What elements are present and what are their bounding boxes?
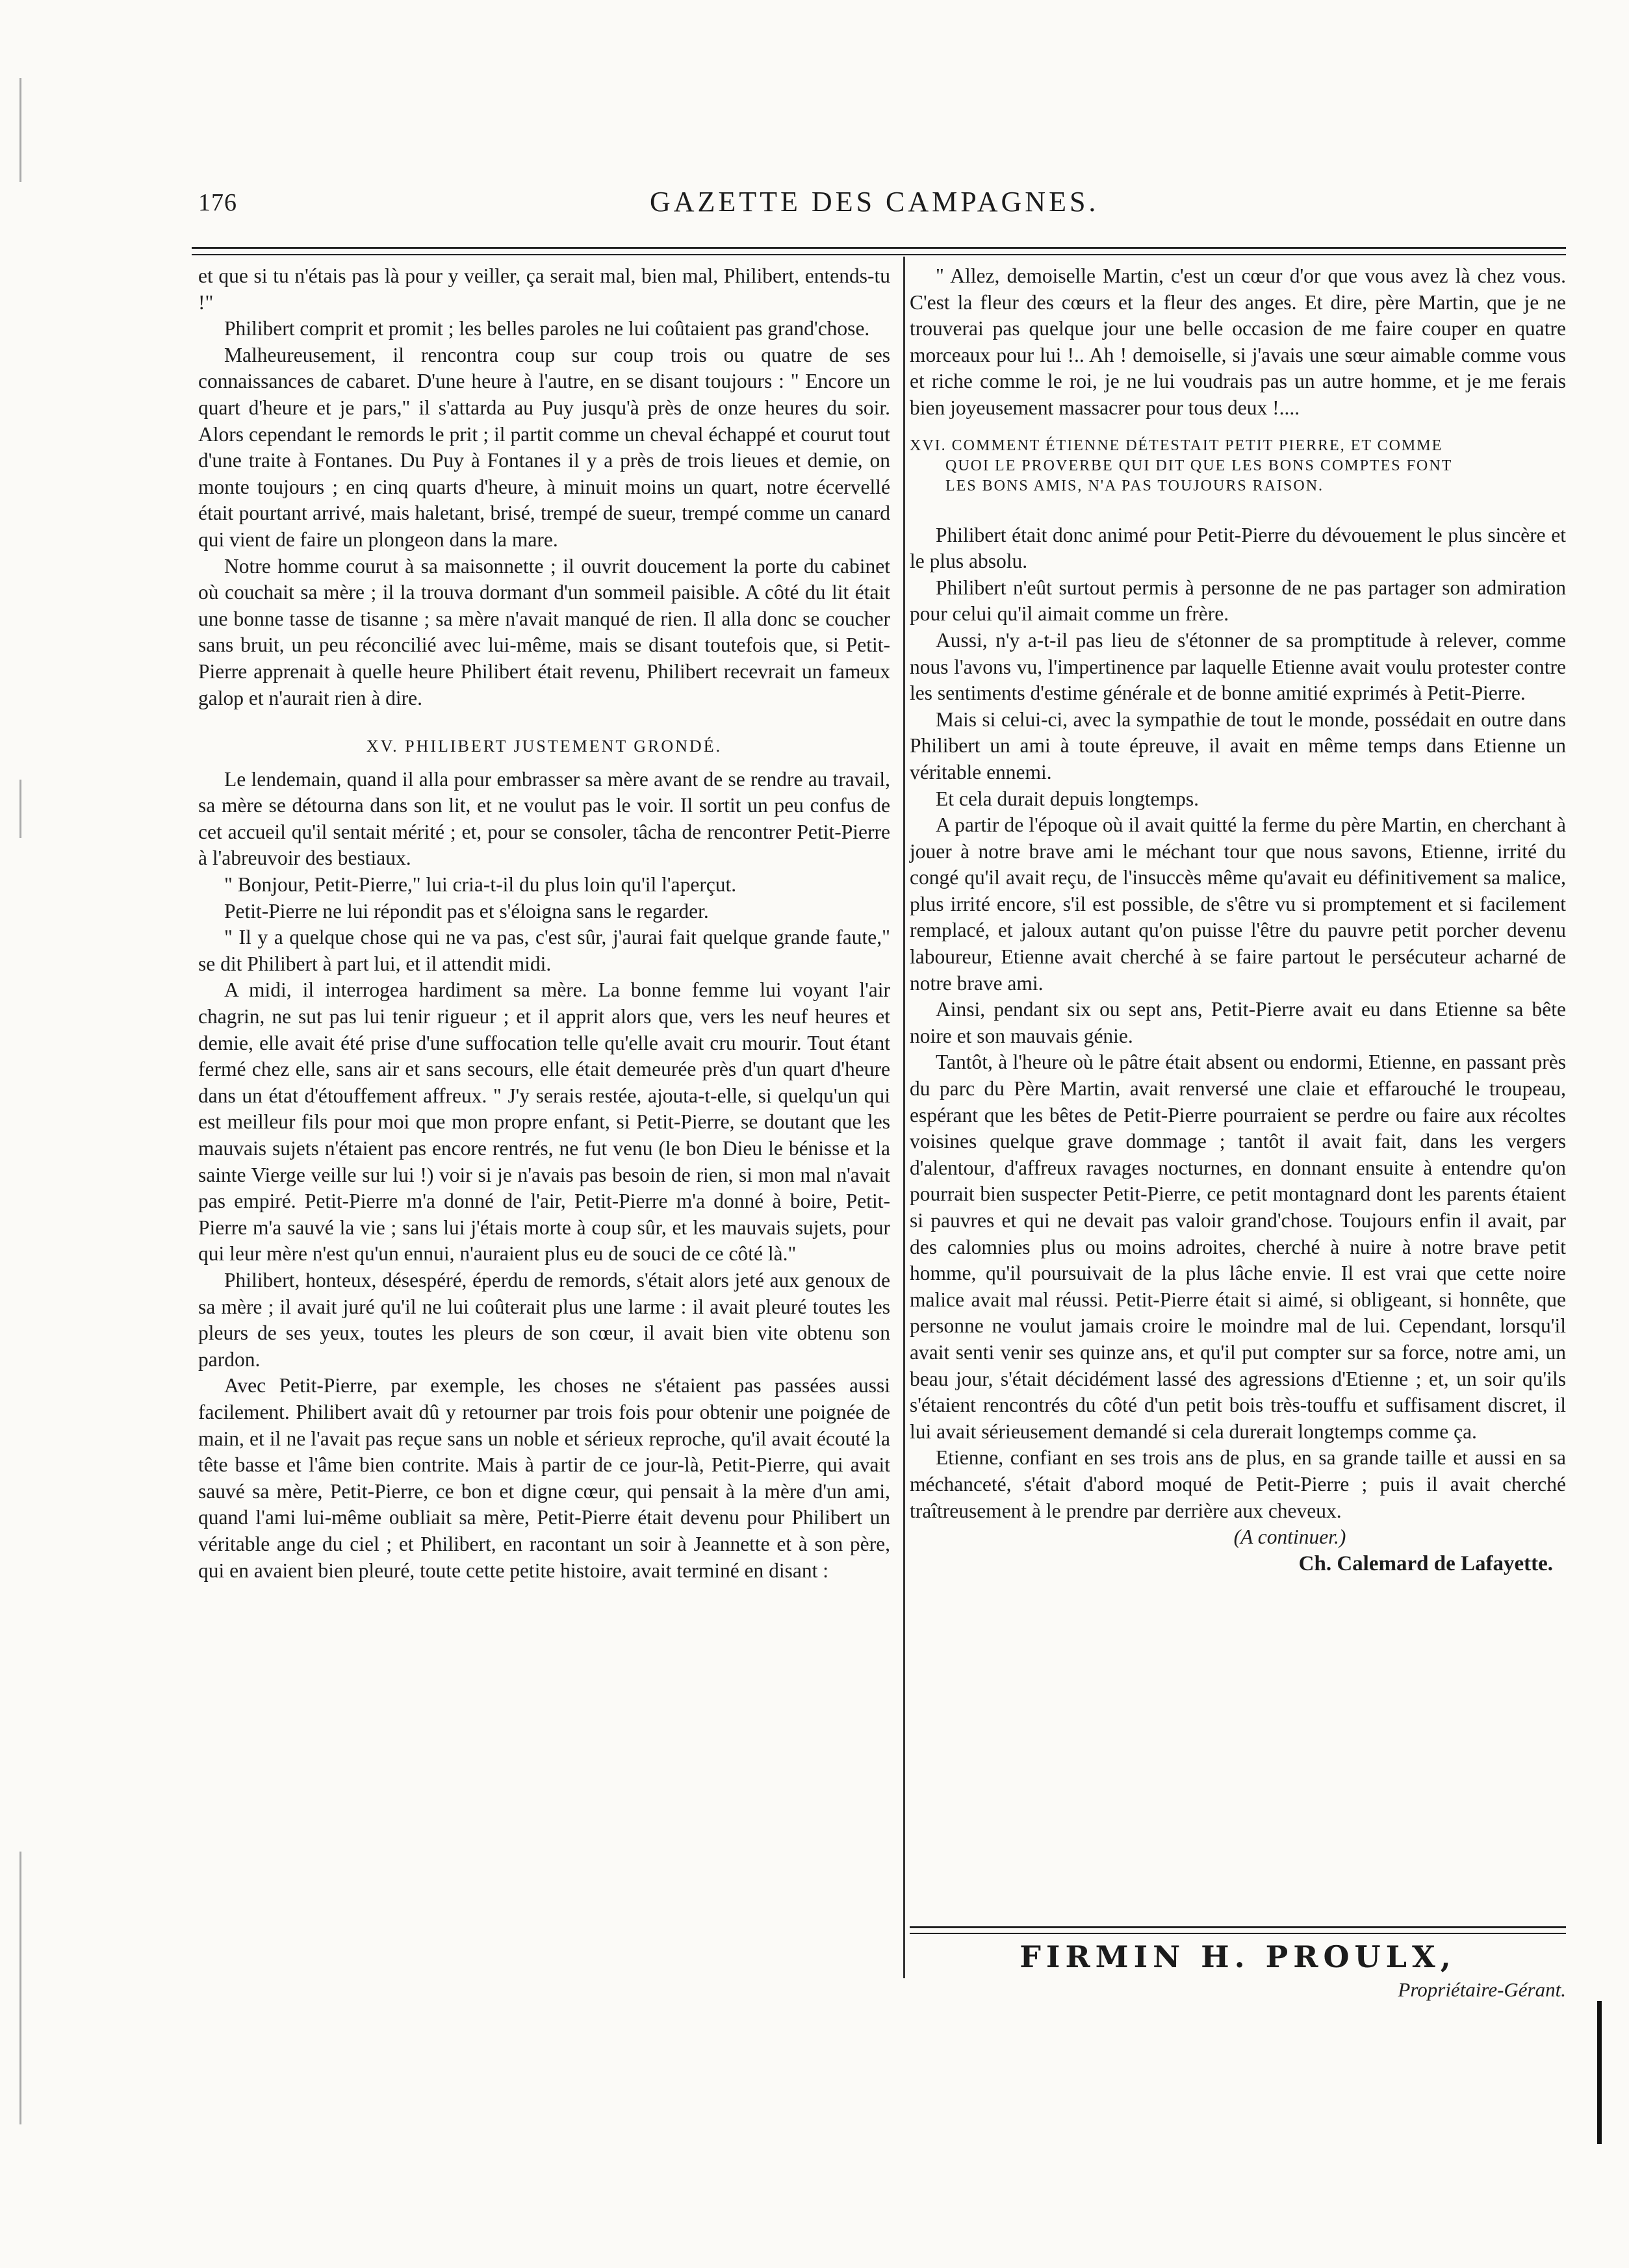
publisher-role: Propriétaire-Gérant. [1398,1978,1566,2001]
left-column [198,263,890,1584]
publisher-name: FIRMIN H. PROULX, [1020,1939,1456,1974]
paragraph: A partir de l'époque où il avait quitté la ferme du père Martin, en cherchant à jouer à notre brave ami le méchant tour que nous savons, Etienne, irrité du congé qu'il avait reçu, de l'insuccès même qu'avait eu définitivement sa malice, plus irrité encore, s'il est possible, de s'être vu si promptement et si facilement remplacé, et jaloux autant qu'on puisse l'être du pauvre petit porcher devenu laboureur, Etienne avait cherché à se faire partout le persécuteur acharné de notre brave ami. [910,813,1566,995]
paragraph: " Allez, demoiselle Martin, c'est un cœur d'or que vous avez là chez vous. C'est la fleur des cœurs et la fleur des anges. Et dire, père Martin, que je ne trouverai pas quelque jour une belle occasion de me faire couper en quatre morceaux pour lui !.. Ah ! demoiselle, si j'avais une sœur aimable comme vous et riche comme le roi, je ne lui voudrais pas un autre homme, et je me ferais bien joyeusement massacrer pour tous deux !.... [910,264,1566,419]
scan-margin-mark [19,780,21,838]
author-signature: Ch. Calemard de Lafayette. [1298,1551,1553,1575]
column-divider [903,257,905,1978]
paragraph: " Il y a quelque chose qui ne va pas, c'est sûr, j'aurai fait quelque grande faute," se dit Philibert à part lui, et il attendit midi. [198,926,890,975]
paragraph: Notre homme courut à sa maisonnette ; il ouvrit doucement la porte du cabinet où couchait sa mère ; il la trouva dormant d'un sommeil paisible. A côté du lit était une bonne tasse de tisanne ; sa mère n'avait manqué de rien. Il alla donc se coucher sans bruit, un peu réconcilié avec lui-même, mais se disant toutefois que, si Petit-Pierre apprenait à quelle heure Philibert était revenu, Philibert recevrait un fameux galop et n'aurait rien à dire. [198,554,890,709]
paragraph: Petit-Pierre ne lui répondit pas et s'éloigna sans le regarder. [224,899,709,923]
paragraph: " Bonjour, Petit-Pierre," lui cria-t-il du plus loin qu'il l'aperçut. [224,873,737,897]
paragraph: Philibert n'eût surtout permis à personne de ne pas partager son admiration pour celui qu'il aimait comme un frère. [910,576,1566,626]
scan-margin-mark [19,78,21,182]
heading-line: QUOI LE PROVERBE QUI DIT QUE LES BONS COMPTES FONT [945,457,1453,474]
paragraph: Malheureusement, il rencontra coup sur coup trois ou quatre de ses connaissances de cabaret. D'une heure à l'autre, en se disant toujours : " Encore un quart d'heure et je pars," il s'attarda au Puy jusqu'à près de onze heures du soir. Alors cependant le remords le prit ; il partit comme un cheval échappé et courut tout d'une traite à Fontanes. Du Puy à Fontanes il y a près de trois lieues et demie, on monte toujours ; en cinq quarts d'heure, à minuit moins un quart, notre écervellé était pourtant arrivé, mais haletant, brisé, trempé de sueur, trempé comme un canard qui vient de faire un plongeon dans la mare. [198,343,890,551]
section-heading-xv: XV. PHILIBERT JUSTEMENT GRONDÉ. [366,737,723,756]
paragraph: Philibert était donc animé pour Petit-Pierre du dévouement le plus sincère et le plus absolu. [910,523,1566,573]
scan-margin-mark [19,1852,21,2124]
paragraph: Aussi, n'y a-t-il pas lieu de s'étonner de sa promptitude à relever, comme nous l'avons vu, l'impertinence par laquelle Etienne avait voulu protester contre les sentiments d'estime générale et de bonne amitié exprimés à Petit-Pierre. [910,628,1566,705]
paragraph: Philibert comprit et promit ; les belles paroles ne lui coûtaient pas grand'chose. [224,317,870,340]
paragraph: Le lendemain, quand il alla pour embrasser sa mère avant de se rendre au travail, sa mère se détourna dans son lit, et ne voulut pas le voir. Il sortit un peu confus de cet accueil qu'il sentait mérité ; et, pour se consoler, tâcha de rencontrer Petit-Pierre à l'abreuvoir des bestiaux. [198,767,890,870]
right-column [910,263,1566,1577]
paragraph: Tantôt, à l'heure où le pâtre était absent ou endormi, Etienne, en passant près du parc du Père Martin, avait renversé une claie et effarouché le troupeau, espérant que les bêtes de Petit-Pierre pourraient se perdre ou faire aux récoltes voisines quelque grave dommage ; tantôt il avait fait, dans les vergers d'alentour, d'affreux ravages nocturnes, en donnant ensuite à entendre qu'on pourrait bien suspecter Petit-Pierre, ce petit montagnard dont les parents étaient si pauvres et qui ne devait pas valoir grand'chose. Toujours enfin il avait, par des calomnies plus ou moins adroites, cherché à nuire à notre brave petit homme, qu'il poursuivait de la plus lâche envie. Il est vrai que cette noire malice avait mal réussi. Petit-Pierre était si aimé, si obligeant, si honnête, que personne ne voulut jamais croire le moindre mal de lui. Cependant, lorsqu'il avait senti venir ses quinze ans, et qu'il put compter sur sa force, notre ami, un beau jour, s'était décidément lassé des agressions d'Etienne ; et, un soir qu'ils s'étaient rencontrés du côté d'un petit bois très-touffu et suffisament discret, il lui avait sérieusement demandé si cela durerait longtemps comme ça. [910,1051,1566,1443]
running-title: GAZETTE DES CAMPAGNES. [650,186,1099,218]
footer-rule [910,1926,1566,1934]
to-be-continued: (A continuer.) [1233,1525,1346,1549]
page-number: 176 [198,189,237,216]
paragraph: Et cela durait depuis longtemps. [936,787,1199,810]
scan-edge-bar [1597,2001,1602,2144]
header-rule [192,247,1566,255]
paragraph: Mais si celui-ci, avec la sympathie de tout le monde, possédait en outre dans Philibert un ami à toute épreuve, il avait en même temps dans Etienne un véritable ennemi. [910,707,1566,784]
paragraph: Etienne, confiant en ses trois ans de plus, en sa grande taille et aussi en sa méchanceté, s'était d'abord moqué de Petit-Pierre ; puis il avait cherché traîtreusement à le prendre par derrière aux cheveux. [910,1446,1566,1522]
paragraph: Avec Petit-Pierre, par exemple, les choses ne s'étaient pas passées aussi facilement. Philibert avait dû y retourner par trois fois pour obtenir une poignée de main, et il ne l'avait pas reçue sans un noble et sérieux reproche, qu'il avait écouté la tête basse et l'âme bien contrite. Mais à partir de ce jour-là, Petit-Pierre, qui avait sauvé sa mère, Petit-Pierre, ce bon et digne cœur, qui pensait à la mère d'un ami, quand l'ami lui-même oubliait sa mère, Petit-Pierre était devenu pour Philibert un véritable ange du ciel ; et Philibert, en racontant un soir à Jeannette et à son père, qui en avaient bien pleuré, toute cette petite histoire, avait terminé en disant : [198,1374,890,1582]
paragraph: Philibert, honteux, désespéré, éperdu de remords, s'était alors jeté aux genoux de sa mère ; il avait juré qu'il ne lui coûterait plus une larme : il avait pleuré toutes les pleurs de ses yeux, toutes les pleurs de son cœur, il avait bien vite obtenu son pardon. [198,1268,890,1371]
heading-line: XVI. COMMENT ÉTIENNE DÉTESTAIT PETIT PIERRE, ET COMME [910,437,1443,454]
paragraph: et que si tu n'étais pas là pour y veiller, ça serait mal, bien mal, Philibert, entends-tu !" [198,264,890,314]
paragraph: Ainsi, pendant six ou sept ans, Petit-Pierre avait eu dans Etienne sa bête noire et son mauvais génie. [910,998,1566,1047]
paragraph: A midi, il interrogea hardiment sa mère. La bonne femme lui voyant l'air chagrin, ne sut pas lui tenir rigueur ; et il apprit alors que, vers les neuf heures et demie, elle avait été prise d'une suffocation telle qu'elle avait cru mourir. Tout étant fermé chez elle, sans air et sans secours, elle était demeurée près d'un quart d'heure dans un état d'étouffement affreux. " J'y serais restée, ajouta-t-elle, si quelqu'un qui est meilleur fils pour moi que mon propre enfant, si Petit-Pierre, se doutant que les mauvais sujets n'étaient pas encore rentrés, ne fut venu (le bon Dieu le bénisse et la sainte Vierge veille sur lui !) voir si je n'avais pas besoin de rien, si mon mal n'avait pas empiré. Petit-Pierre m'a donné de l'air, Petit-Pierre m'a donné à boire, Petit-Pierre m'a sauvé la vie ; sans lui j'étais morte à coup sûr, et les mauvais sujets, pour qui leur mère n'est qu'un ennui, n'auraient plus eu de souci de ce côté là." [198,978,890,1266]
heading-line: LES BONS AMIS, N'A PAS TOUJOURS RAISON. [945,477,1324,494]
section-heading-xvi [910,436,1566,496]
